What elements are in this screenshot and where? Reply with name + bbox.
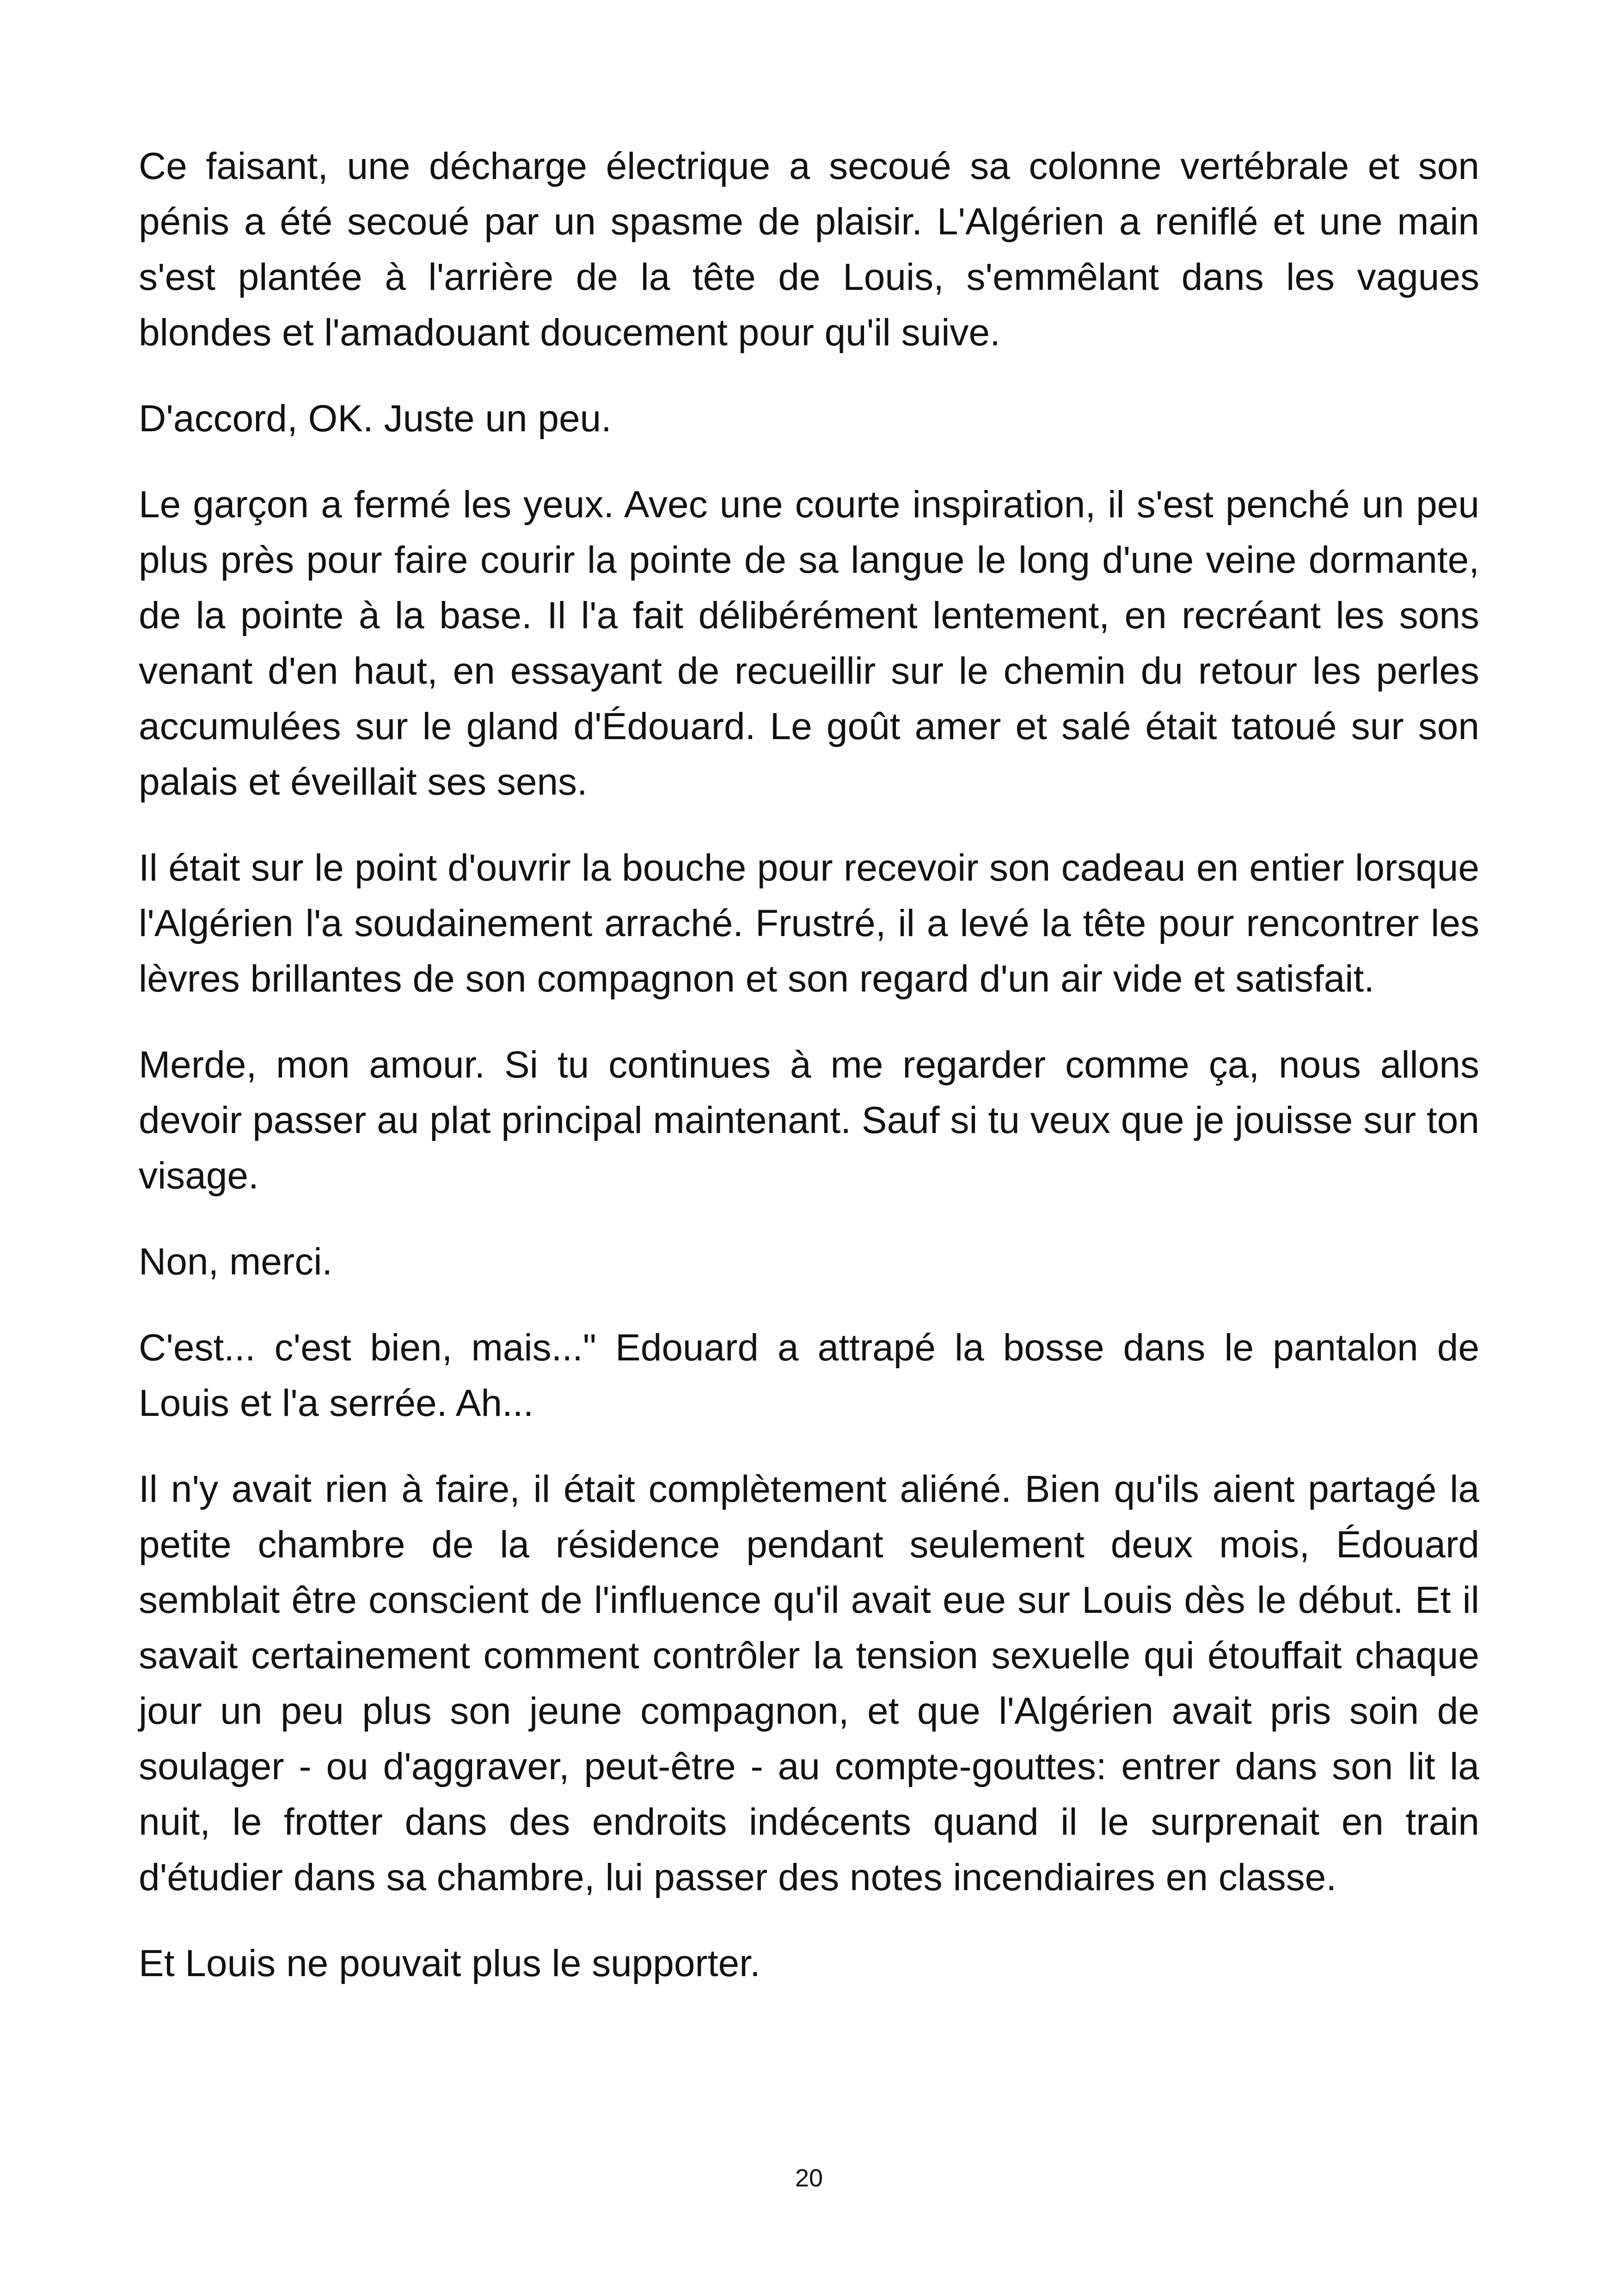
paragraph: Il n'y avait rien à faire, il était complètement aliéné. Bien qu'ils aient partagé la petite chambre de la résidence pendant seulement deux mois, Édouard semblait être conscient de l'influence qu'il avait eue sur Louis dès le début. Et il savait certainement comment contrôler la tension sexuelle qui étouffait chaque jour un peu plus son jeune compagnon, et que l'Algérien avait pris soin de soulager - ou d'aggraver, peut-être - au compte-gouttes: entrer dans son lit la nuit, le frotter dans des endroits indécents quand il le surprenait en train d'étudier dans sa chambre, lui passer des notes incendiaires en classe. [139, 1468, 1479, 1898]
body-text [139, 139, 1479, 2022]
paragraph: D'accord, OK. Juste un peu. [139, 398, 612, 440]
paragraph: Et Louis ne pouvait plus le supporter. [139, 1942, 760, 1984]
paragraph: C'est... c'est bien, mais..." Edouard a attrapé la bosse dans le pantalon de Louis et l'a serrée. Ah... [139, 1327, 1479, 1424]
paragraph: Ce faisant, une décharge électrique a secoué sa colonne vertébrale et son pénis a été secoué par un spasme de plaisir. L'Algérien a reniflé et une main s'est plantée à l'arrière de la tête de Louis, s'emmêlant dans les vagues blondes et l'amadouant doucement pour qu'il suive. [139, 145, 1479, 354]
paragraph: Merde, mon amour. Si tu continues à me regarder comme ça, nous allons devoir passer au plat principal maintenant. Sauf si tu veux que je jouisse sur ton visage. [139, 1044, 1479, 1197]
paragraph: Le garçon a fermé les yeux. Avec une courte inspiration, il s'est penché un peu plus près pour faire courir la pointe de sa langue le long d'une veine dormante, de la pointe à la base. Il l'a fait délibérément lentement, en recréant les sons venant d'en haut, en essayant de recueillir sur le chemin du retour les perles accumulées sur le gland d'Édouard. Le goût amer et salé était tatoué sur son palais et éveillait ses sens. [139, 484, 1479, 803]
paragraph: Non, merci. [139, 1241, 333, 1283]
paragraph: Il était sur le point d'ouvrir la bouche pour recevoir son cadeau en entier lorsque l'Algérien l'a soudainement arraché. Frustré, il a levé la tête pour rencontrer les lèvres brillantes de son compagnon et son regard d'un air vide et satisfait. [139, 847, 1479, 1000]
page-number: 20 [795, 2164, 823, 2192]
